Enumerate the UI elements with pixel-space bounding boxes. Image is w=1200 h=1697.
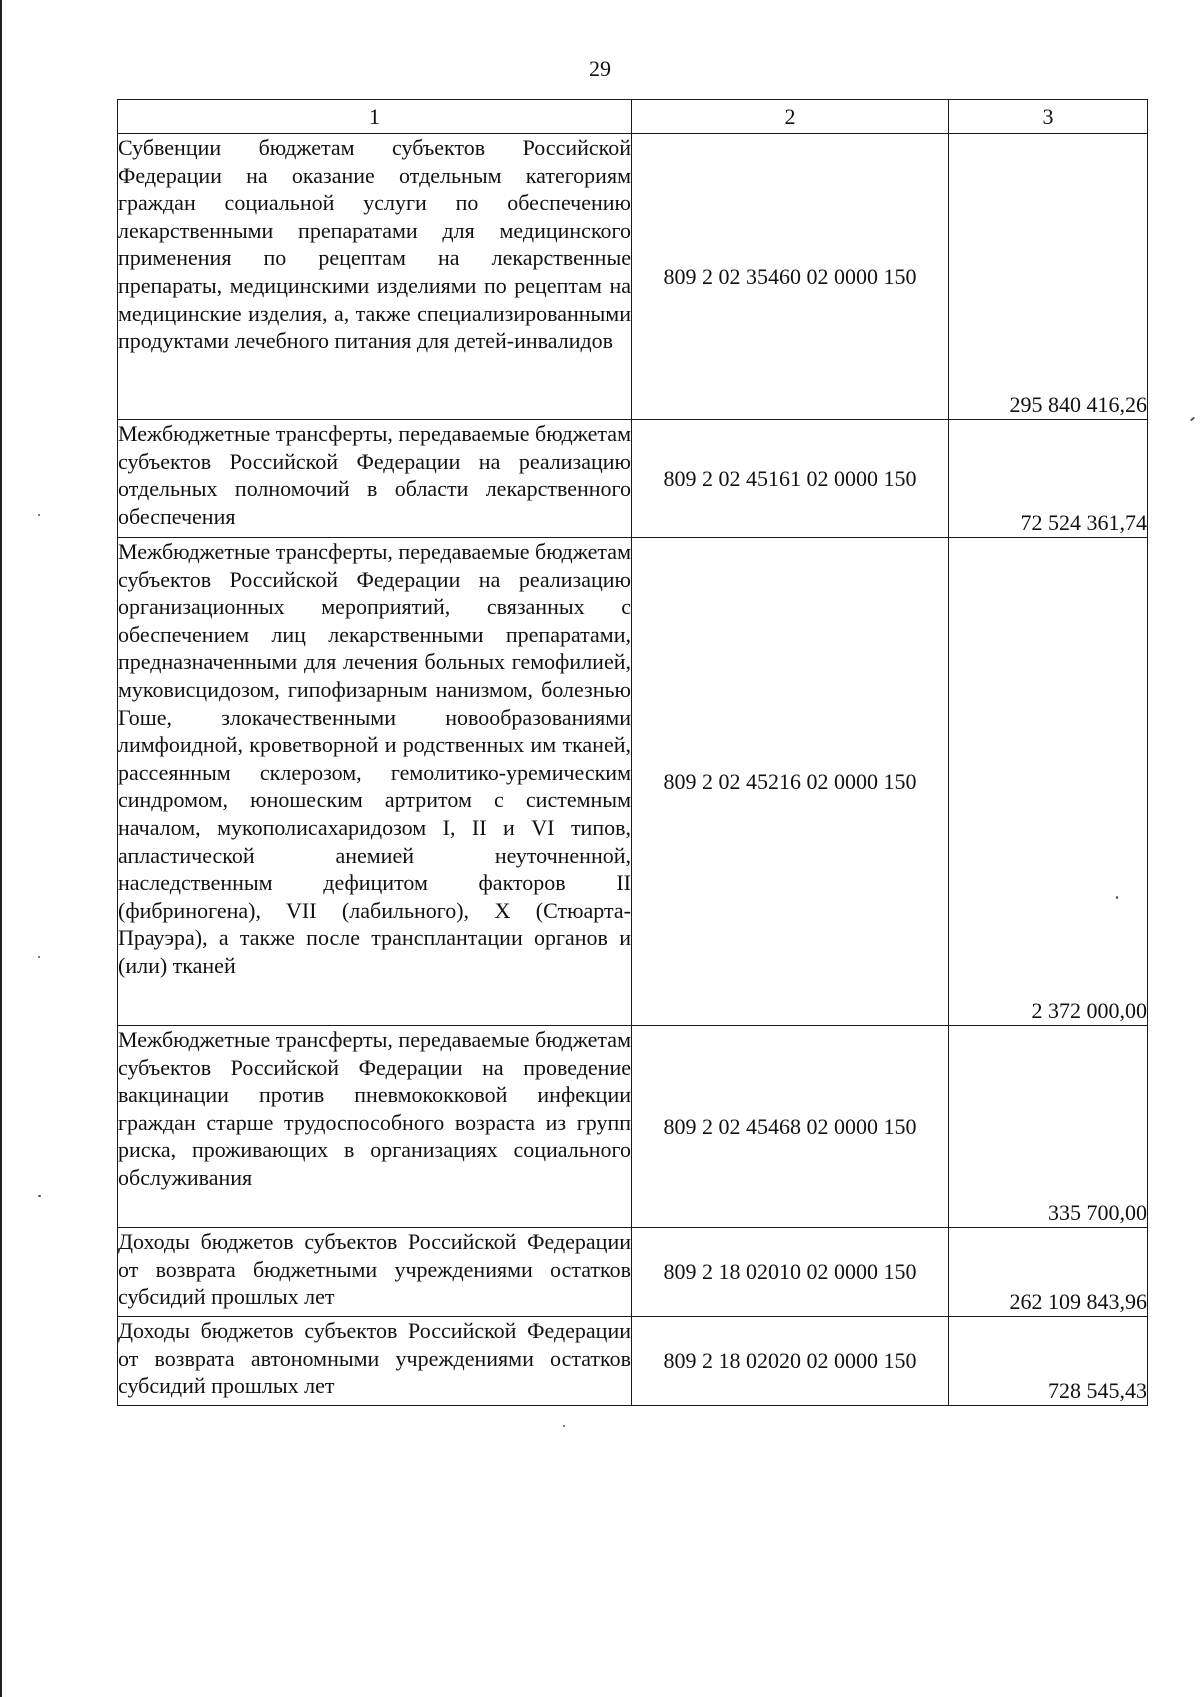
- row-code: 809 2 18 02010 02 0000 150: [632, 1228, 949, 1317]
- table-row: [118, 1228, 1148, 1317]
- scan-speck: [1116, 896, 1118, 899]
- page-left-edge: [0, 0, 2, 1697]
- table-row: [118, 420, 1148, 538]
- scan-speck: [38, 514, 40, 516]
- row-description: Субвенции бюджетам субъектов Российской Федерации на оказание отдельным категориям граждан социальной услуги по обеспечению лекарственными препаратами для медицинского применения по рецептам на лекарственные препараты, медицинскими изделиями по рецептам на медицинские изделия, а, также специализированными продуктами лечебного питания для детей-инвалидов: [118, 134, 632, 420]
- table-row: [118, 134, 1148, 420]
- budget-revenue-table: [117, 99, 1148, 1406]
- row-code: 809 2 02 35460 02 0000 150: [632, 134, 949, 420]
- table-row: [118, 1026, 1148, 1228]
- row-description: Доходы бюджетов субъектов Российской Федерации от возврата автономными учреждениями остатков субсидий прошлых лет: [118, 1317, 632, 1406]
- row-description: Межбюджетные трансферты, передаваемые бюджетам субъектов Российской Федерации на реализацию отдельных полномочий в области лекарственного обеспечения: [118, 420, 632, 538]
- scan-speck: [563, 1425, 565, 1427]
- column-header-1: 1: [118, 100, 632, 134]
- row-code: 809 2 18 02020 02 0000 150: [632, 1317, 949, 1406]
- row-description: Межбюджетные трансферты, передаваемые бюджетам субъектов Российской Федерации на проведение вакцинации против пневмококковой инфекции граждан старше трудоспособного возраста из групп риска, проживающих в организациях социального обслуживания: [118, 1026, 632, 1228]
- column-header-3: 3: [949, 100, 1148, 134]
- row-description: Межбюджетные трансферты, передаваемые бюджетам субъектов Российской Федерации на реализацию организационных мероприятий, связанных с обеспечением лиц лекарственными препаратами, предназначенными для лечения больных гемофилией, муковисцидозом, гипофизарным нанизмом, болезнью Гоше, злокачественными новообразованиями лимфоидной, кроветворной и родственных им тканей, рассеянным склерозом, гемолитико-уремическим синдромом, юношеским артритом с системным началом, мукополисахаридозом I, II и VI типов, апластической анемией неуточненной, наследственным дефицитом факторов II (фибриногена), VII (лабильного), X (Стюарта-Прауэра), а также после трансплантации органов и (или) тканей: [118, 538, 632, 1026]
- page-number: 29: [589, 56, 611, 81]
- row-amount: 72 524 361,74: [949, 420, 1148, 538]
- scan-speck: [38, 956, 40, 958]
- row-code: 809 2 02 45161 02 0000 150: [632, 420, 949, 538]
- table-row: [118, 538, 1148, 1026]
- row-code: 809 2 02 45468 02 0000 150: [632, 1026, 949, 1228]
- scan-speck: [38, 1195, 41, 1197]
- table-header-row: [118, 100, 1148, 134]
- row-amount: 728 545,43: [949, 1317, 1148, 1406]
- row-code: 809 2 02 45216 02 0000 150: [632, 538, 949, 1026]
- row-amount: 335 700,00: [949, 1026, 1148, 1228]
- table-row: [118, 1317, 1148, 1406]
- row-amount: 2 372 000,00: [949, 538, 1148, 1026]
- row-amount: 262 109 843,96: [949, 1228, 1148, 1317]
- row-amount: 295 840 416,26: [949, 134, 1148, 420]
- scan-speck: [1190, 417, 1195, 422]
- column-header-2: 2: [632, 100, 949, 134]
- row-description: Доходы бюджетов субъектов Российской Федерации от возврата бюджетными учреждениями остатков субсидий прошлых лет: [118, 1228, 632, 1317]
